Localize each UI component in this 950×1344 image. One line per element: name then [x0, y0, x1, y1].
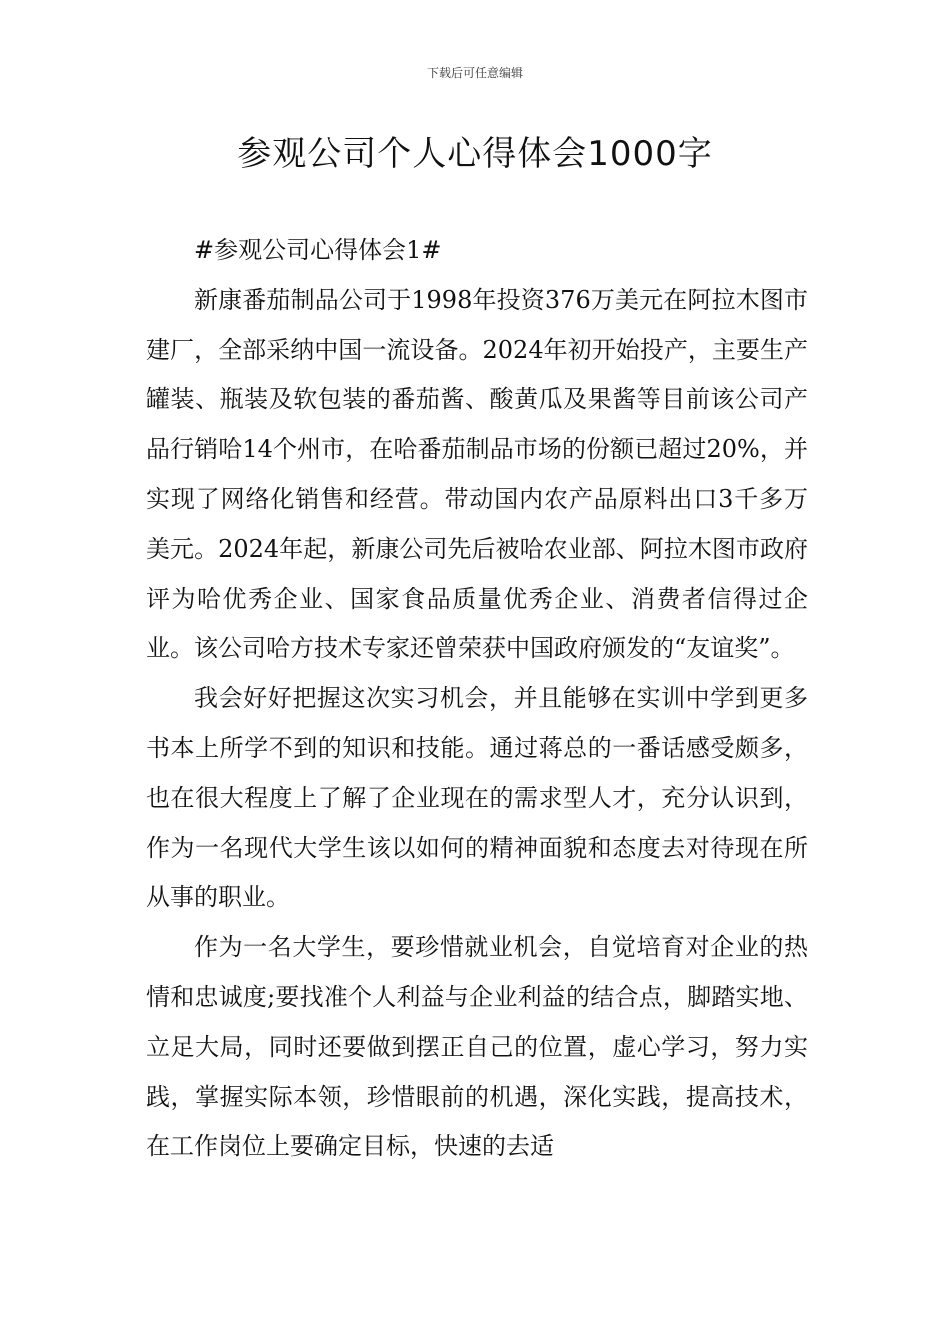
document-body — [146, 226, 808, 1172]
paragraph-company-intro: 新康番茄制品公司于1998年投资376万美元在阿拉木图市建厂，全部采纳中国一流设备。2024年初开始投产，主要生产罐装、瓶装及软包装的番茄酱、酸黄瓜及果酱等目前该公司产品行销哈14个州市，在哈番茄制品市场的份额已超过20%，并实现了网络化销售和经营。带动国内农产品原料出口3千多万美元。2024年起，新康公司先后被哈农业部、阿拉木图市政府评为哈优秀企业、国家食品质量优秀企业、消费者信得过企业。该公司哈方技术专家还曾荣获中国政府颁发的“友谊奖”。 — [146, 285, 808, 663]
paragraph-internship: 我会好好把握这次实习机会，并且能够在实训中学到更多书本上所学不到的知识和技能。通过蒋总的一番话感受颇多，也在很大程度上了解了企业现在的需求型人才，充分认识到，作为一名现代大学生该以如何的精神面貌和态度去对待现在所从事的职业。 — [146, 684, 808, 912]
header-note: 下载后可任意编辑 — [426, 66, 523, 80]
paragraph-student-duty: 作为一名大学生，要珍惜就业机会，自觉培育对企业的热情和忠诚度;要找准个人利益与企业利益的结合点，脚踏实地、立足大局，同时还要做到摆正自己的位置，虚心学习，努力实践，掌握实际本领，珍惜眼前的机遇，深化实践，提高技术，在工作岗位上要确定目标，快速的去适 — [146, 933, 808, 1161]
section-heading: #参观公司心得体会1# — [194, 236, 442, 264]
page-title: 参观公司个人心得体会1000字 — [237, 134, 713, 174]
